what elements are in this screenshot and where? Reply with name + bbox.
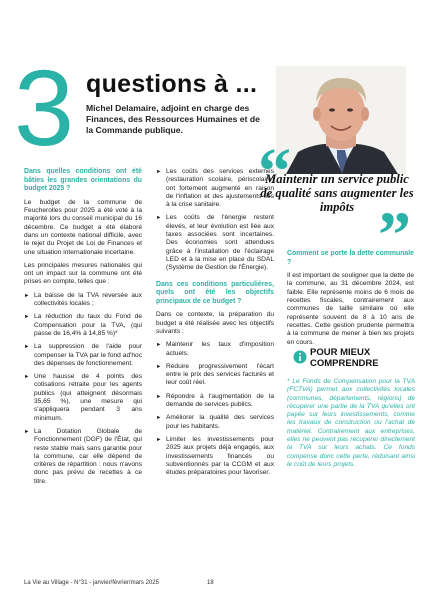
pull-quote: Maintenir un service public de qualité sans augmenter les impôts [260, 172, 414, 214]
list-item: ► Les coûts des services externes (restauration scolaire, périscolaire) ont fortement augmenté en raison de l'inflation et des ajustements liés à la crise sanitaire. [156, 168, 274, 209]
list-item: ► La baisse de la TVA reversée aux collectivités locales ; [24, 292, 142, 309]
paragraph: Il est important de souligner que la dette de la commune, au 31 décembre 2024, est faible. Elle représente moins de 6 mois de recettes fiscales, contrairement aux communes de taille similaire où elle représente souvent de 8 à 10 ans de recettes. Cette gestion prudente permettra à la commune de mener à bien les projets en cours. [287, 272, 414, 346]
list-item: ► Répondre à l'augmentation de la demande de services publics. [156, 393, 274, 410]
portrait-photo [276, 66, 406, 174]
paragraph: Dans ce contexte, la préparation du budget a été réalisée avec les objectifs suivants : [156, 311, 274, 335]
list-item: ► La suppression de l'aide pour compenser la TVA par le fond ad'hoc des dépenses de fonctionnement. [24, 343, 142, 368]
question-3: Comment se porte la dette communale ? [287, 250, 414, 266]
list-item: ► Limiter les investissements pour 2025 aux projets déjà engagés, aux investissements financés ou subventionnés par la CCGM et aux études préparatoires pour favoriser. [156, 436, 274, 477]
measures-list [24, 292, 142, 486]
costs-list [156, 168, 274, 273]
open-quote-mark: “ [258, 135, 291, 208]
list-item: ► La réduction du taux du Fond de Compensation pour la TVA, (qui passe de 16,4% à 14,85 %)* [24, 313, 142, 338]
fctva-footnote: * Le Fonds de Compensation pour la TVA (FCTVA) permet aux collectivités locales (communes, départements, régions) de récupérer une partie de la TVA qu'elles ont payée sur leurs investissements, comme les travaux de construction ou l'achat de matériel. Contrairement aux entreprises, elles ne peuvent pas récupérer directement la TVA sur leurs achats. Ce fonds compense donc cette perte, réduisant ainsi le coût de leurs projets. [287, 378, 415, 468]
list-item: ► Réduire progressivement l'écart entre le prix des services facturés et leur coût réel. [156, 363, 274, 388]
column-2 [156, 168, 274, 482]
list-item: ► Améliorer la qualité des services pour les habitants. [156, 414, 274, 431]
list-item: ► Une hausse de 4 points des cotisations retraite pour les agents publics (qui atteignent désormais 35,65 %), une mesure qui s'appliquera pendant 3 ans minimum. [24, 373, 142, 423]
question-1: Dans quelles conditions ont été bâties les grandes orientations du budget 2025 ? [24, 168, 142, 193]
footer-publication: La Vie au Village - N°31 - janvier/février/mars 2025 [24, 580, 159, 586]
objectives-list [156, 341, 274, 477]
column-3 [287, 250, 414, 352]
box-title-line1: POUR MIEUX [310, 347, 371, 358]
list-item: ► Maintenir les taux d'imposition actuels. [156, 341, 274, 358]
pour-mieux-comprendre [310, 347, 414, 369]
big-number-three: 3 [14, 47, 73, 168]
column-1 [24, 168, 142, 491]
paragraph: Le budget de la commune de Feucherolles pour 2025 a été voté à la majorité lors du conseil municipal du 16 décembre. Ce budget a été élaboré dans un contexte national difficile, avec le rejet du Projet de Loi de Finances et une situation internationale incertaine. [24, 198, 142, 256]
info-icon [293, 350, 307, 369]
paragraph: Les principales mesures nationales qui ont un impact sur la commune ont été prises en compte, telles que : [24, 261, 142, 286]
list-item: ► La Dotation Globale de Fonctionnement (DGF) de l'État, qui reste stable mais sans garantie pour la commune, car elle dépend de critères de répartition : nous n'avons donc pas prévu de recettes à ce titre. [24, 428, 142, 486]
question-2: Dans ces conditions particulières, quels ont été les objectifs principaux de ce budget ? [156, 280, 274, 305]
page-title: questions à ... [86, 70, 258, 98]
page-number: 18 [207, 580, 214, 586]
list-item: ► Les coûts de l'énergie restent élevés, et leur évolution est liée aux taxes associées sont incertaines. Des économies sont attendues grâce à l'installation de l'éclairage LED et à la mise en place du SDAL (Système de Gestion de l'Énergie). [156, 214, 274, 272]
interviewee-subtitle: Michel Delamaire, adjoint en charge des Finances, des Ressources Humaines et de la Commande publique. [86, 103, 260, 135]
box-title-line2: COMPRENDRE [310, 358, 379, 369]
close-quote-mark: ” [378, 199, 411, 272]
